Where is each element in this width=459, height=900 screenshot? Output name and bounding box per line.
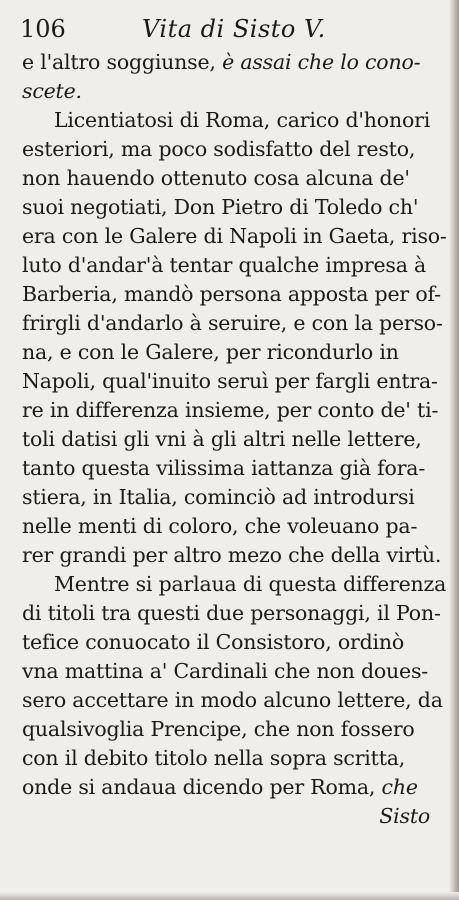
text-line: scete. bbox=[22, 79, 82, 103]
text-line: e l'altro soggiunse, è assai che lo cono- bbox=[22, 50, 421, 74]
text-line: stiera, in Italia, cominciò ad introdursi bbox=[22, 485, 415, 509]
running-head: Vita di Sisto V. bbox=[142, 15, 326, 43]
text-line: re in differenza insieme, per conto de' ti- bbox=[22, 398, 439, 422]
catchword: Sisto bbox=[379, 804, 430, 828]
text-line: qualsivoglia Prencipe, che non fossero bbox=[22, 717, 415, 741]
page-header bbox=[20, 14, 440, 44]
text-line: onde si andaua dicendo per Roma, che bbox=[22, 775, 418, 799]
text-line: tanto questa vilissima iattanza già fora- bbox=[22, 456, 426, 480]
text-line: esteriori, ma poco sodisfatto del resto, bbox=[22, 137, 416, 161]
text-line: di titoli tra questi due personaggi, il Pon- bbox=[22, 601, 441, 625]
text-line: luto d'andar'à tentar qualche impresa à bbox=[22, 253, 427, 277]
text-line: Barberia, mandò persona apposta per of- bbox=[22, 282, 441, 306]
text-line: Napoli, qual'inuito seruì per fargli entra- bbox=[22, 369, 438, 393]
text-line: era con le Galere di Napoli in Gaeta, riso- bbox=[22, 224, 447, 248]
text-line: frirgli d'andarlo à seruire, e con la perso- bbox=[22, 311, 443, 335]
text-line: con il debito titolo nella sopra scritta, bbox=[22, 746, 406, 770]
text-line: suoi negotiati, Don Pietro di Toledo ch' bbox=[22, 195, 419, 219]
text-line: tefice conuocato il Consistoro, ordinò bbox=[22, 630, 404, 654]
text-line: na, e con le Galere, per ricondurlo in bbox=[22, 340, 399, 364]
page-number: 106 bbox=[20, 15, 66, 43]
paragraph-start-line: Licentiatosi di Roma, carico d'honori bbox=[54, 108, 431, 132]
body-text bbox=[22, 48, 447, 831]
text-line: sero accettare in modo alcuno lettere, da bbox=[22, 688, 443, 712]
text-line: nelle menti di coloro, che voleuano pa- bbox=[22, 514, 418, 538]
text-line: non hauendo ottenuto cosa alcuna de' bbox=[22, 166, 410, 190]
text-line: rer grandi per altro mezo che della virtù. bbox=[22, 543, 442, 567]
paragraph-start-line: Mentre si parlaua di questa differenza bbox=[54, 572, 447, 596]
text-line: toli datisi gli vni à gli altri nelle lettere, bbox=[22, 427, 422, 451]
page-bottom-shadow bbox=[0, 892, 459, 900]
page-edge-shadow bbox=[449, 0, 459, 900]
text-line: vna mattina a' Cardinali che non doues- bbox=[22, 659, 429, 683]
